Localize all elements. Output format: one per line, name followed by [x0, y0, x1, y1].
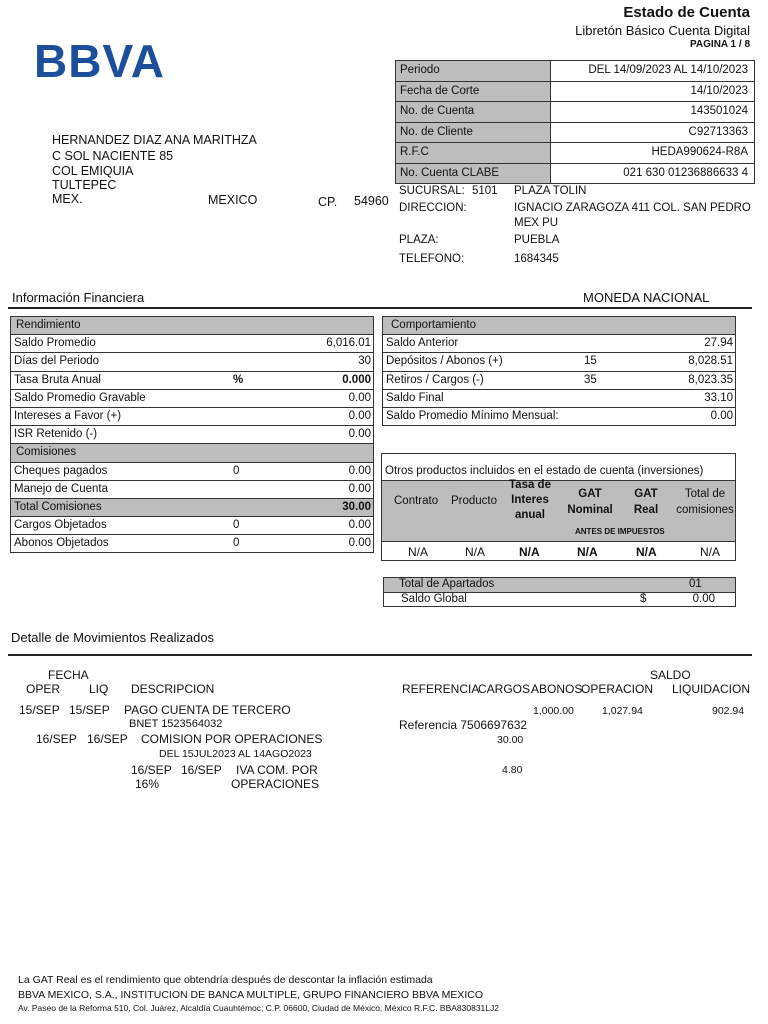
row-value: 8,023.35: [688, 373, 733, 386]
col-contrato: Contrato: [394, 495, 439, 507]
row-mid: 0: [233, 537, 240, 550]
mov-liq: 16/SEP: [87, 732, 128, 746]
plaza-value: PUEBLA: [514, 234, 560, 246]
table-header: [383, 317, 735, 335]
table-row: [383, 353, 735, 371]
mov-oper: 16/SEP: [36, 732, 77, 746]
other-products-header: [382, 481, 735, 542]
row-mid: 35: [584, 373, 597, 386]
footer-company: BBVA MEXICO, S.A., INSTITUCION DE BANCA MULTIPLE, GRUPO FINANCIERO BBVA MEXICO: [18, 989, 484, 1001]
col-abonos: ABONOS: [531, 682, 583, 696]
col-descripcion: DESCRIPCION: [131, 682, 215, 696]
mov-description-prefix: 16%: [135, 777, 160, 791]
customer-cp-label: CP.: [318, 195, 338, 209]
table-header: [11, 444, 373, 462]
mov-description: PAGO CUENTA DE TERCERO: [124, 703, 291, 717]
customer-name: HERNANDEZ DIAZ ANA MARITHZA: [52, 133, 257, 147]
row-label: Depósitos / Abonos (+): [386, 355, 503, 368]
apartados-row: [384, 578, 735, 593]
info-value: C92713363: [688, 125, 748, 138]
saldo-global-currency: $: [640, 593, 647, 605]
row-value: 30.00: [342, 500, 371, 513]
row-value: 0.00: [348, 519, 371, 532]
info-value: 14/10/2023: [690, 84, 748, 97]
row-label: Días del Periodo: [14, 355, 100, 368]
mov-oper: 16/SEP: [131, 763, 172, 777]
mov-oper: 15/SEP: [19, 703, 60, 717]
table-row: [11, 426, 373, 444]
mov-description: COMISION POR OPERACIONES: [141, 732, 323, 746]
branch-label: SUCURSAL:: [399, 185, 465, 197]
row-label: ISR Retenido (-): [14, 428, 98, 441]
val-contrato: N/A: [408, 545, 429, 559]
row-value: 0.000: [342, 373, 371, 386]
customer-colony: COL EMIQUIA: [52, 164, 134, 178]
other-products-values: [382, 542, 735, 560]
table-total-row: [11, 499, 373, 517]
row-value: 0.00: [348, 482, 371, 495]
row-value: 27.94: [704, 337, 733, 350]
info-value: HEDA990624-R8A: [651, 146, 748, 158]
info-label: No. de Cliente: [396, 123, 551, 143]
customer-city: TULTEPEC: [52, 178, 117, 192]
header-label: Comportamiento: [391, 319, 477, 331]
row-label: Saldo Promedio Gravable: [14, 391, 146, 404]
info-label: No. de Cuenta: [396, 102, 551, 122]
col-oper: OPER: [26, 682, 61, 696]
mov-description: IVA COM. POR: [236, 763, 318, 777]
info-value: 143501024: [690, 105, 748, 117]
row-label: Saldo Promedio Mínimo Mensual:: [386, 409, 559, 422]
customer-cp: 54960: [354, 194, 389, 208]
row-value: 0.00: [348, 428, 371, 441]
movements-title: Detalle de Movimientos Realizados: [11, 630, 215, 645]
info-row: [396, 164, 754, 184]
col-gat-real: GAT Real: [633, 488, 659, 516]
branch-name: PLAZA TOLIN: [514, 185, 587, 197]
row-value: 0.00: [348, 537, 371, 550]
info-row: [396, 82, 754, 103]
bbva-logo: BBVA: [34, 35, 165, 87]
info-label: Periodo: [396, 61, 551, 81]
table-row: [11, 535, 373, 552]
address-line-1: IGNACIO ZARAGOZA 411 COL. SAN PEDRO: [514, 202, 751, 214]
row-value: 33.10: [704, 391, 733, 404]
mov-cargo: 4.80: [502, 764, 523, 776]
row-value: 6,016.01: [326, 337, 371, 350]
other-products-table: [381, 453, 736, 561]
col-liq: LIQ: [89, 682, 109, 696]
financial-title: Información Financiera: [12, 290, 145, 305]
saldo-global-label: Saldo Global: [401, 593, 467, 605]
section-divider: [8, 307, 752, 309]
info-label: No. Cuenta CLABE: [396, 164, 551, 184]
branch-number: 5101: [472, 185, 498, 197]
col-saldo: SALDO: [650, 668, 691, 682]
other-products-title: Otros productos incluidos en el estado de cuenta (inversiones): [385, 465, 704, 477]
account-info-table: [395, 60, 755, 184]
mov-description-detail: DEL 15JUL2023 AL 14AGO2023: [159, 748, 312, 760]
row-label: Tasa Bruta Anual: [14, 373, 101, 386]
table-row: [383, 335, 735, 353]
row-value: 0.00: [710, 409, 733, 422]
currency-label: MONEDA NACIONAL: [583, 290, 710, 305]
table-row: [11, 517, 373, 535]
table-row: [11, 390, 373, 408]
table-row: [11, 372, 373, 390]
info-label: Fecha de Corte: [396, 82, 551, 102]
val-total-comisiones: N/A: [700, 545, 721, 559]
phone-label: TELEFONO:: [399, 253, 465, 265]
row-value: 0.00: [348, 391, 371, 404]
val-gat-real: N/A: [636, 545, 657, 559]
info-row: [396, 143, 754, 164]
row-value: 0.00: [348, 409, 371, 422]
apartados-table: [383, 577, 736, 607]
row-label: Saldo Final: [386, 391, 444, 404]
customer-state: MEX.: [52, 192, 83, 206]
footer-gat-note: La GAT Real es el rendimiento que obtendría después de descontar la inflación estimada: [18, 974, 433, 986]
comportamiento-table: [382, 316, 736, 426]
row-value: 0.00: [348, 464, 371, 477]
col-gat-nominal: GAT Nominal: [567, 488, 613, 516]
header-label: Comisiones: [16, 446, 77, 459]
table-row: [11, 463, 373, 481]
row-mid: 15: [584, 355, 597, 368]
mov-saldo-operacion: 1,027.94: [602, 705, 643, 717]
plaza-label: PLAZA:: [399, 234, 439, 246]
mov-abono: 1,000.00: [533, 705, 574, 717]
row-mid: 0: [233, 519, 240, 532]
row-label: Abonos Objetados: [14, 537, 109, 550]
address-line-2: MEX PU: [514, 217, 559, 229]
col-cargos: CARGOS: [478, 682, 531, 696]
mov-cargo: 30.00: [497, 734, 524, 746]
info-value: 021 630 01236886633 4: [623, 166, 748, 179]
header-label: Rendimiento: [16, 319, 81, 331]
col-fecha: FECHA: [48, 668, 89, 682]
row-label: Manejo de Cuenta: [14, 482, 108, 495]
address-label: DIRECCION:: [399, 202, 467, 214]
col-total-comisiones: Total de comisiones: [676, 488, 734, 516]
row-mid: %: [233, 373, 244, 386]
mov-saldo-liquidacion: 902.94: [712, 705, 745, 717]
val-producto: N/A: [465, 545, 486, 559]
table-row: [383, 390, 735, 408]
table-row: [11, 408, 373, 426]
customer-country: MEXICO: [208, 193, 258, 207]
table-row: [11, 481, 373, 499]
col-referencia: REFERENCIA: [402, 682, 480, 696]
document-subtitle: Libretón Básico Cuenta Digital: [575, 23, 750, 38]
table-row: [383, 372, 735, 390]
row-value: 30: [358, 355, 371, 368]
saldo-global-row: [384, 593, 735, 606]
rendimiento-table: [10, 316, 374, 553]
col-liquidacion: LIQUIDACION: [672, 682, 751, 696]
row-label: Saldo Anterior: [386, 337, 459, 350]
table-row: [11, 353, 373, 371]
info-label: R.F.C: [396, 143, 551, 163]
customer-street: C SOL NACIENTE 85: [52, 149, 174, 163]
mov-liq: 16/SEP: [181, 763, 222, 777]
info-row: [396, 61, 754, 82]
page-indicator: PAGINA 1 / 8: [689, 39, 750, 50]
table-row: [11, 335, 373, 353]
apartados-value: 01: [689, 578, 702, 590]
col-operacion: OPERACION: [581, 682, 654, 696]
footer-address: Av. Paseo de la Reforma 510, Col. Juárez, Alcaldía Cuauhtémoc; C.P. 06600, Ciudad de México, México R.F.C. BBA830831LJ2: [18, 1003, 499, 1013]
saldo-global-value: 0.00: [692, 593, 715, 605]
mov-description-detail: BNET 1523564032: [129, 718, 223, 730]
mov-liq: 15/SEP: [69, 703, 110, 717]
col-producto: Producto: [451, 495, 498, 507]
other-products-title-row: [382, 454, 735, 481]
info-value: DEL 14/09/2023 AL 14/10/2023: [588, 64, 748, 76]
row-value: 8,028.51: [688, 355, 733, 368]
info-row: [396, 123, 754, 144]
phone-value: 1684345: [514, 253, 559, 265]
row-mid: 0: [233, 464, 240, 477]
taxes-note: ANTES DE IMPUESTOS: [575, 527, 665, 536]
row-label: Cheques pagados: [14, 464, 108, 477]
mov-reference: Referencia 7506697632: [399, 718, 528, 732]
row-label: Retiros / Cargos (-): [386, 373, 484, 386]
row-label: Cargos Objetados: [14, 519, 107, 532]
apartados-label: Total de Apartados: [399, 578, 495, 590]
mov-description-detail: OPERACIONES: [231, 777, 320, 791]
section-divider: [8, 654, 752, 656]
info-row: [396, 102, 754, 123]
row-label: Total Comisiones: [14, 500, 102, 513]
table-row: [383, 408, 735, 425]
val-gat-nominal: N/A: [577, 545, 598, 559]
val-tasa: N/A: [519, 545, 540, 559]
table-header: [11, 317, 373, 335]
document-title: Estado de Cuenta: [623, 4, 750, 21]
col-tasa: Tasa de Interes anual: [509, 479, 551, 521]
row-label: Intereses a Favor (+): [14, 409, 122, 422]
row-label: Saldo Promedio: [14, 337, 96, 350]
